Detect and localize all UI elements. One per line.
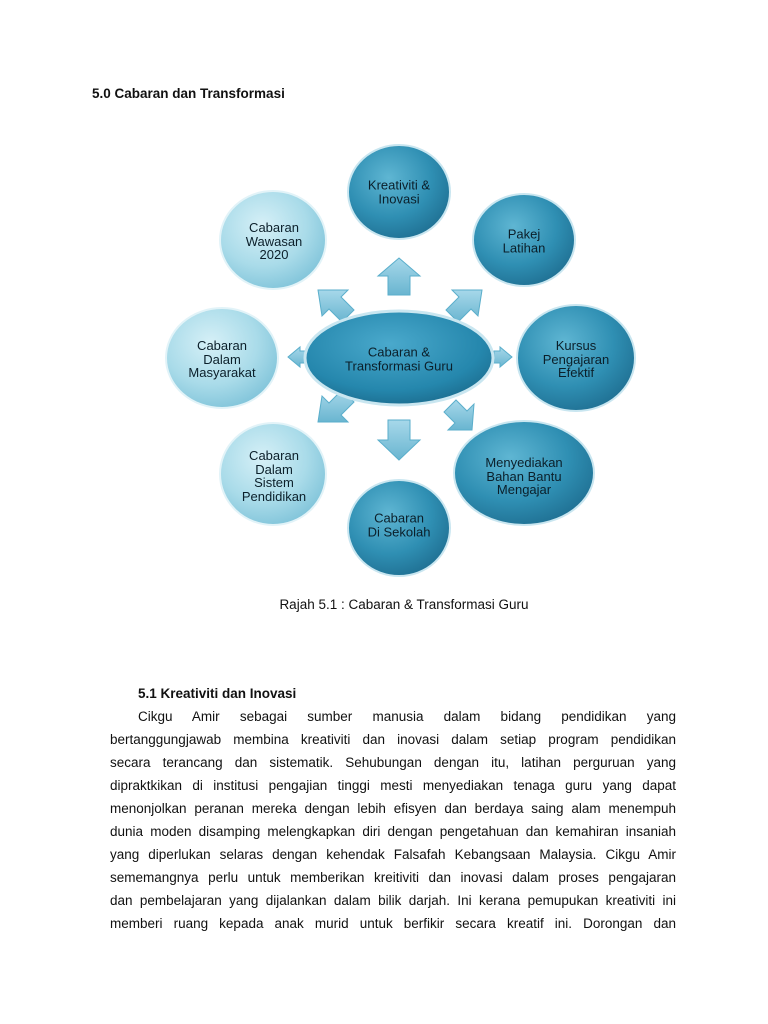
arrow-upper-right <box>446 290 482 322</box>
section-heading: 5.0 Cabaran dan Transformasi <box>92 86 285 101</box>
paragraph-line: bertanggungjawab membina kreativiti dan inovasi dalam setiap program pendidikan <box>110 732 676 747</box>
arrow-lower-right <box>444 400 474 430</box>
node-label-masyarakat: Cabaran Dalam Masyarakat <box>188 337 256 380</box>
paragraph-line: dan pembelajaran yang dijalankan dalam bilik darjah. Ini kerana pemupukan kreativiti ini <box>110 893 676 908</box>
paragraph-line: memberi ruang kepada anak murid untuk berfikir secara kreatif ini. Dorongan dan <box>110 916 676 931</box>
node-label-pakej: Pakej Latihan <box>502 226 546 255</box>
node-label-wawasan: Cabaran Wawasan 2020 <box>245 219 303 262</box>
paragraph-line: dipraktkikan di institusi pengajian tinggi mesti menyediakan tenaga guru yang dapat <box>110 778 676 793</box>
node-label-sistem: Cabaran Dalam Sistem Pendidikan <box>241 448 307 504</box>
cycle-diagram <box>0 130 768 590</box>
paragraph-line: menonjolkan peranan mereka dengan lebih efisyen dan berdaya saing alam menempuh <box>110 801 676 816</box>
arrow-up <box>378 258 420 295</box>
paragraph-line: yang diperlukan selaras dengan kehendak Falsafah Kebangsaan Malaysia. Cikgu Amir <box>110 847 676 862</box>
center-label: Cabaran & Transformasi Guru <box>345 344 453 373</box>
paragraph-line: sememangnya perlu untuk memberikan kreitiviti dan inovasi dalam proses pengajaran <box>110 870 676 885</box>
arrow-right <box>494 347 512 367</box>
node-label-kreativiti: Kreativiti & Inovasi <box>367 177 431 206</box>
node-label-menyediakan: Menyediakan Bahan Bantu Mengajar <box>485 454 563 497</box>
paragraph-line: Cikgu Amir sebagai sumber manusia dalam bidang pendidikan yang <box>138 709 676 724</box>
figure-caption: Rajah 5.1 : Cabaran & Transformasi Guru <box>279 597 529 612</box>
paragraph-line: secara terancang dan sistematik. Sehubungan dengan itu, latihan perguruan yang <box>110 755 676 770</box>
paragraph-line: dunia moden disamping melengkapkan diri dengan pengetahuan dan kemahiran insaniah <box>110 824 676 839</box>
arrow-left <box>288 347 306 367</box>
body-paragraph <box>110 705 676 935</box>
arrow-down <box>378 420 420 460</box>
node-label-kursus: Kursus Pengajaran Efektif <box>542 337 610 380</box>
node-label-sekolah: Cabaran Di Sekolah <box>367 510 431 539</box>
subsection-heading: 5.1 Kreativiti dan Inovasi <box>138 686 297 701</box>
